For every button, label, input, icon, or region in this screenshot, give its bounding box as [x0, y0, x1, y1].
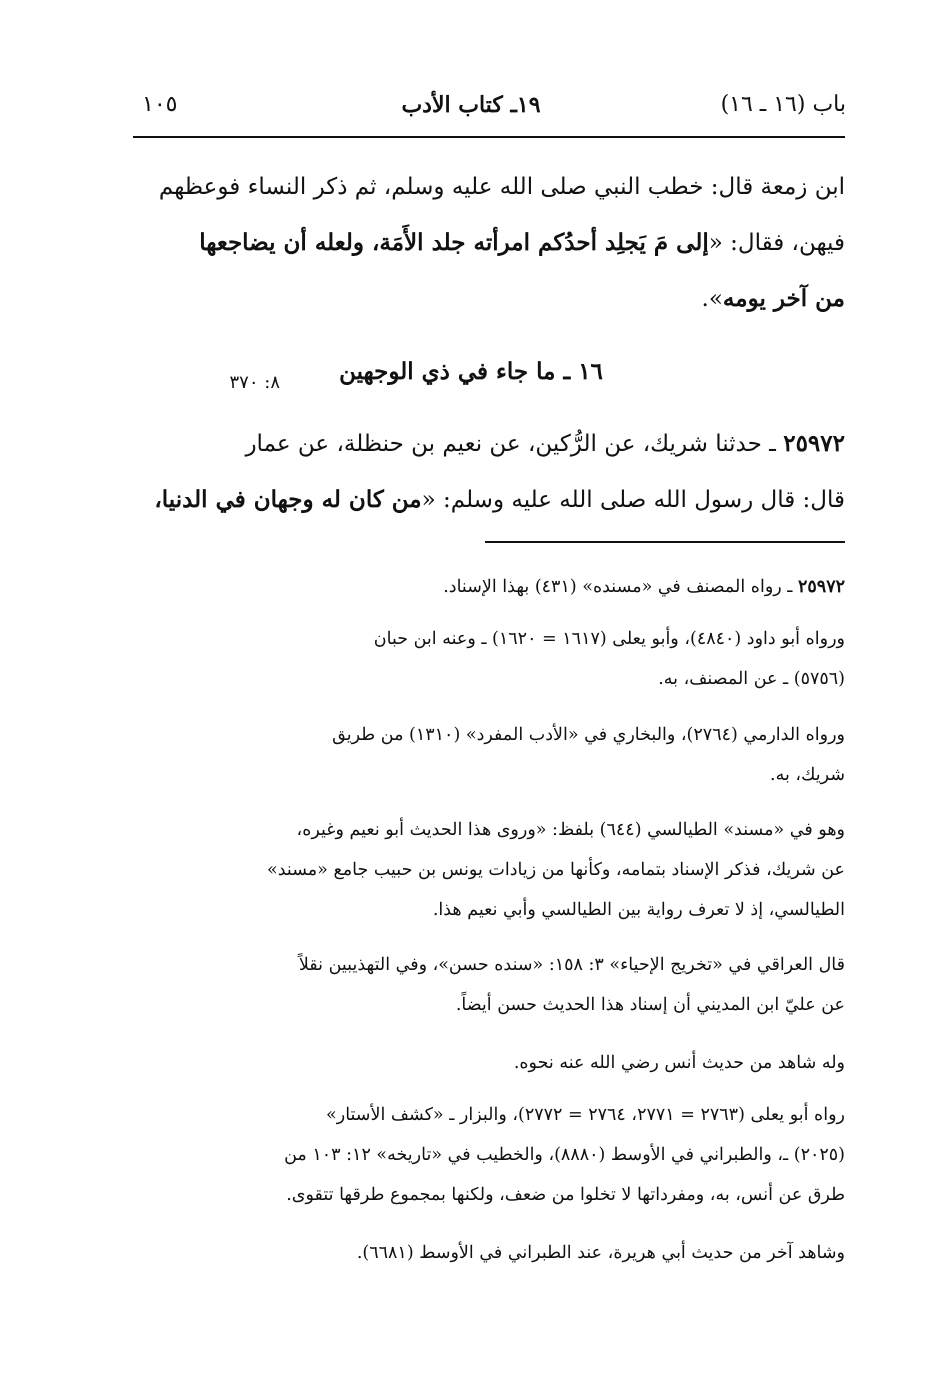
intro-line-2 — [133, 215, 845, 271]
note-3-line-1: ورواه الدارمي (٢٧٦٤)، والبخاري في «الأدب المفرد» (١٣١٠) من طريق — [332, 725, 845, 745]
note-2 — [133, 619, 845, 699]
note-7-line-1: رواه أبو يعلى (٢٧٦٣ = ٢٧٧١، ٢٧٦٤ = ٢٧٧٢)، والبزار ـ «كشف الأستار» — [326, 1105, 845, 1125]
intro-line-3 — [133, 271, 845, 327]
note-6-line-1: وله شاهد من حديث أنس رضي الله عنه نحوه. — [513, 1053, 845, 1073]
note-7 — [133, 1095, 845, 1215]
note-4-line-3: الطيالسي، إذ لا تعرف رواية بين الطيالسي وأبي نعيم هذا. — [432, 900, 845, 920]
note-7-line-3: طرق عن أنس، به، ومفرداتها لا تخلوا من ضعف، ولكنها بمجموع طرقها تتقوى. — [286, 1185, 845, 1205]
note-5-line-1: قال العراقي في «تخريج الإحياء» ٣: ١٥٨: «سنده حسن»، وفي التهذيبين نقلاً — [298, 955, 845, 975]
note-5-line-2: عن عليّ ابن المديني أن إسناد هذا الحديث حسن أيضاً. — [455, 995, 845, 1015]
note-1-text: ـ رواه المصنف في «مسنده» (٤٣١) بهذا الإسناد. — [443, 577, 798, 597]
intro-line-1: ابن زمعة قال: خطب النبي صلى الله عليه وسلم، ثم ذكر النساء فوعظهم — [158, 174, 845, 200]
note-4 — [133, 810, 845, 930]
note-1 — [133, 567, 845, 607]
note-1-number: ٢٥٩٧٢ — [798, 577, 845, 597]
note-5 — [133, 945, 845, 1025]
note-1-line-1 — [133, 567, 845, 607]
hadith-line-2-plain: قال: قال رسول الله صلى الله عليه وسلم: « — [421, 487, 845, 513]
note-8 — [133, 1233, 845, 1273]
note-7-line-2: (٢٠٢٥) ـ، والطبراني في الأوسط (٨٨٨٠)، والخطيب في «تاريخه» ١٢: ١٠٣ من — [284, 1145, 845, 1165]
note-6 — [133, 1043, 845, 1083]
page-number: ١٠٥ — [142, 92, 178, 117]
intro-paragraph — [133, 160, 845, 327]
header-rule — [133, 136, 845, 138]
note-3-line-2: شريك، به. — [770, 765, 845, 785]
note-2-line-1: ورواه أبو داود (٤٨٤٠)، وأبو يعلى (١٦١٧ = ١٦٢٠) ـ وعنه ابن حبان — [373, 629, 845, 649]
note-2-line-2: (٥٧٥٦) ـ عن المصنف، به. — [658, 669, 845, 689]
hadith-line-1 — [133, 416, 845, 472]
margin-reference: ٨: ٣٧٠ — [229, 372, 280, 393]
hadith-line-1-rest: ـ حدثنا شريك، عن الرُّكين، عن نعيم بن حنظلة، عن عمار — [245, 431, 784, 457]
note-3 — [133, 715, 845, 795]
hadith-number: ٢٥٩٧٢ — [783, 430, 845, 457]
book-title: ١٩ـ كتاب الأدب — [401, 92, 541, 118]
intro-line-2-bold: إلى مَ يَجلِد أحدُكم امرأته جلد الأَمَة، ولعله أن يضاجعها — [199, 229, 709, 256]
hadith-paragraph — [133, 416, 845, 528]
note-8-line-1: وشاهد آخر من حديث أبي هريرة، عند الطبراني في الأوسط (٦٦٨١). — [356, 1243, 845, 1263]
footnote-separator — [485, 541, 845, 543]
section-heading: ١٦ ـ ما جاء في ذي الوجهين — [339, 358, 603, 385]
intro-line-3-plain: ». — [701, 286, 723, 312]
intro-line-3-bold: من آخر يومه — [722, 285, 845, 312]
hadith-line-2 — [133, 472, 845, 528]
hadith-line-2-bold: من كان له وجهان في الدنيا، — [154, 486, 422, 513]
note-4-line-1: وهو في «مسند» الطيالسي (٦٤٤) بلفظ: «وروى هذا الحديث أبو نعيم وغيره، — [296, 820, 845, 840]
note-4-line-2: عن شريك، فذكر الإسناد بتمامه، وكأنها من زيادات يونس بن حبيب جامع «مسند» — [267, 860, 845, 880]
running-head: باب (١٦ ـ ١٦) — [720, 92, 846, 117]
intro-line-2-plain: فيهن، فقال: « — [708, 230, 845, 256]
